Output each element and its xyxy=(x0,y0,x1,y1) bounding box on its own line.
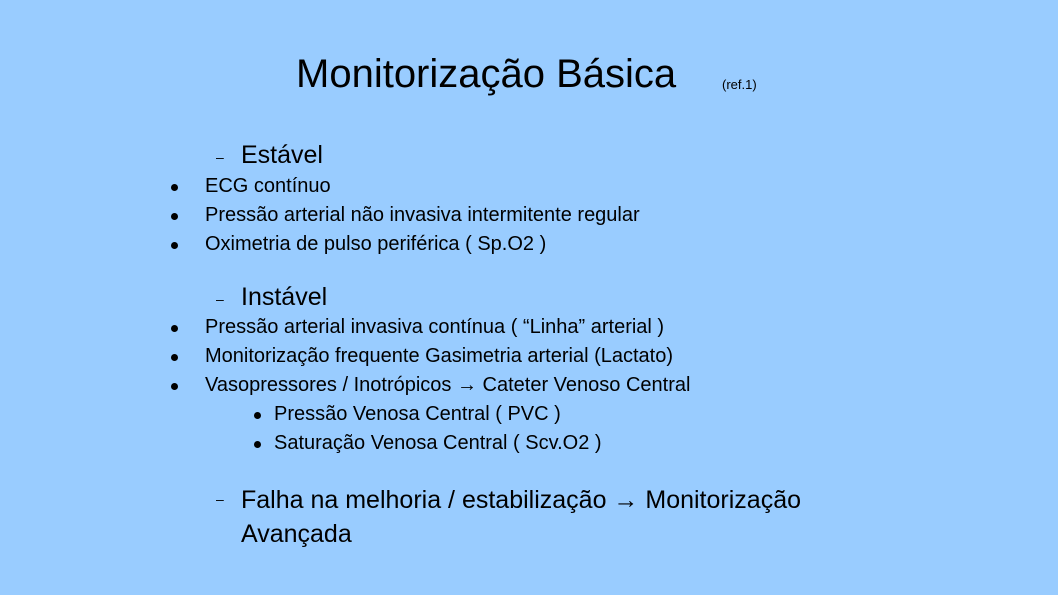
conclusion-line-1: Falha na melhoria / estabilização → Monitorização xyxy=(241,486,801,514)
conclusion-text xyxy=(241,483,921,551)
unstable-sub-item: Pressão Venosa Central ( PVC ) xyxy=(274,403,561,425)
bullet-icon xyxy=(171,184,178,191)
sub-bullet-icon xyxy=(254,412,261,419)
bullet-icon xyxy=(171,354,178,361)
bullet-icon xyxy=(171,213,178,220)
unstable-item: Pressão arterial invasiva contínua ( “Linha” arterial ) xyxy=(205,316,665,338)
conclusion-line-2: Avançada xyxy=(241,520,352,548)
unstable-heading: Instável xyxy=(241,283,328,311)
stable-heading: Estável xyxy=(241,141,323,169)
unstable-item: Monitorização frequente Gasimetria arterial (Lactato) xyxy=(205,345,673,367)
dash-bullet-icon: – xyxy=(216,149,224,165)
dash-bullet-icon: – xyxy=(216,491,224,507)
stable-item: Oximetria de pulso periférica ( Sp.O2 ) xyxy=(205,233,547,255)
unstable-item: Vasopressores / Inotrópicos → Cateter Venoso Central xyxy=(205,374,691,396)
reference-note: (ref.1) xyxy=(722,77,757,92)
stable-item: ECG contínuo xyxy=(205,175,331,197)
bullet-icon xyxy=(171,242,178,249)
dash-bullet-icon: – xyxy=(216,291,224,307)
unstable-sub-item: Saturação Venosa Central ( Scv.O2 ) xyxy=(274,432,602,454)
slide-title: Monitorização Básica xyxy=(296,52,677,96)
stable-item: Pressão arterial não invasiva intermitente regular xyxy=(205,204,640,226)
sub-bullet-icon xyxy=(254,441,261,448)
bullet-icon xyxy=(171,383,178,390)
bullet-icon xyxy=(171,325,178,332)
